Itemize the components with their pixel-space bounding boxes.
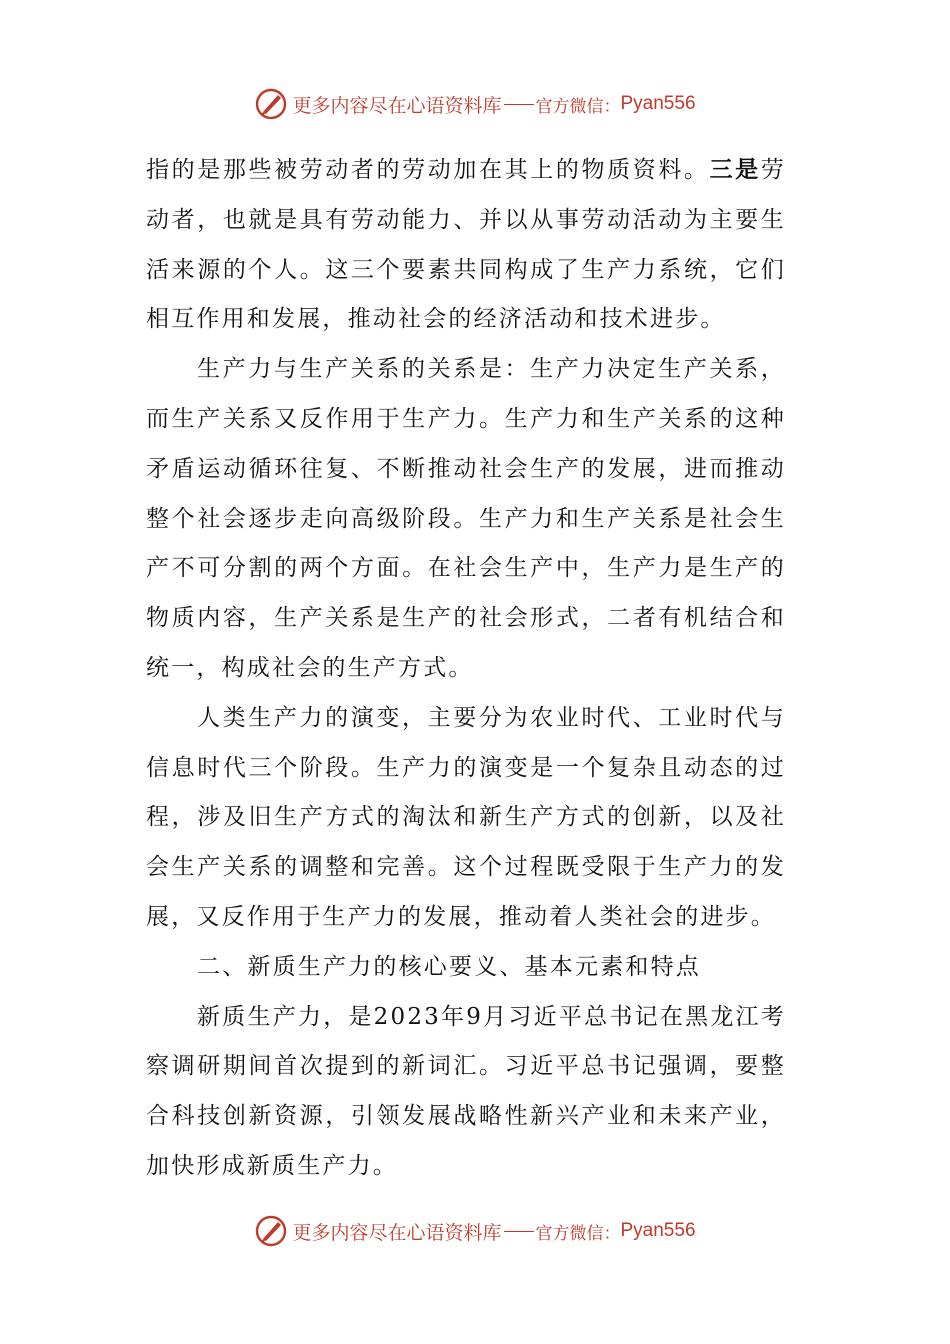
header-watermark-banner — [0, 84, 950, 124]
paragraph-1 — [146, 145, 786, 345]
paragraph-4: 新质生产力，是2023年9月习近平总书记在黑龙江考察调研期间首次提到的新词汇。习近平总书记强调，要整合科技创新资源，引领发展战略性新兴产业和未来产业，加快形成新质生产力。 — [146, 1003, 786, 1179]
footer-dash — [504, 1231, 534, 1232]
footer-wechat-label: 官方微信： — [535, 1223, 621, 1244]
paragraph-1-bold: 三是 — [709, 156, 761, 183]
document-body — [146, 145, 786, 1192]
footer-watermark-banner — [0, 1211, 950, 1251]
paragraph-1-rest: 劳动者，也就是具有劳动能力、并以从事劳动活动为主要生活来源的个人。这三个要素共同构成了生产力系统，它们相互作用和发展，推动社会的经济活动和技术进步。 — [146, 157, 786, 333]
footer-brand-text: 更多内容尽在心语资料库 — [292, 1221, 502, 1244]
paragraph-3: 人类生产力的演变，主要分为农业时代、工业时代与信息时代三个阶段。生产力的演变是一个复杂且动态的过程，涉及旧生产方式的淘汰和新生产方式的创新，以及社会生产关系的调整和完善。这个过程既受限于生产力的发展，又反作用于生产力的发展，推动着人类社会的进步。 — [146, 704, 786, 930]
paragraph-1-start: 指的是那些被劳动者的劳动加在其上的物质资料。 — [146, 157, 710, 183]
header-wechat-label: 官方微信： — [535, 96, 621, 117]
footer-wechat-id: Pyan556 — [620, 1220, 696, 1241]
header-brand-text: 更多内容尽在心语资料库 — [292, 94, 502, 117]
header-wechat-id: Pyan556 — [620, 93, 696, 114]
quill-logo-icon — [254, 87, 288, 121]
section-heading: 二、新质生产力的核心要义、基本元素和特点 — [197, 953, 701, 980]
quill-logo-icon — [254, 1214, 288, 1248]
header-dash — [504, 104, 534, 105]
paragraph-2: 生产力与生产关系的关系是：生产力决定生产关系，而生产关系又反作用于生产力。生产力和生产关系的这种矛盾运动循环往复、不断推动社会生产的发展，进而推动整个社会逐步走向高级阶段。生产力和生产关系是社会生产不可分割的两个方面。在社会生产中，生产力是生产的物质内容，生产关系是生产的社会形式，二者有机结合和统一，构成社会的生产方式。 — [146, 356, 786, 681]
